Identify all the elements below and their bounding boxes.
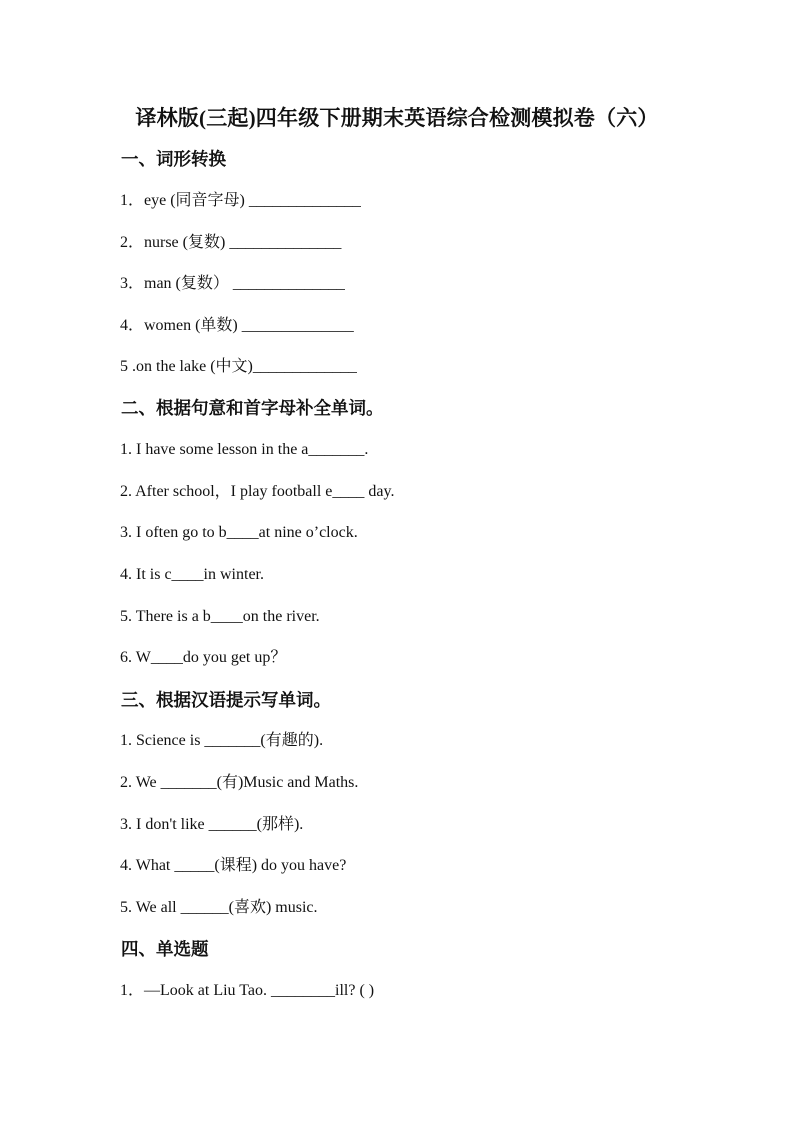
- section-heading-2: 二、根据句意和首字母补全单词。: [121, 398, 384, 418]
- section-heading-3: 三、根据汉语提示写单词。: [121, 690, 331, 710]
- question-item: 6. W____do you get up？: [120, 649, 287, 666]
- question-item: 1．eye (同音字母) ______________: [120, 192, 361, 209]
- question-item: 1．—Look at Liu Tao. ________ill? ( ): [120, 982, 375, 999]
- page-title: 译林版(三起)四年级下册期末英语综合检测模拟卷（六）: [135, 106, 659, 130]
- question-item: 2. After school，I play football e____ day.: [120, 483, 395, 500]
- section-heading-4: 四、单选题: [121, 939, 209, 959]
- question-item: 5. We all ______(喜欢) music.: [120, 899, 318, 916]
- question-item: 5 .on the lake (中文)_____________: [120, 358, 357, 375]
- question-item: 3．man (复数） ______________: [120, 275, 345, 292]
- question-item: 2. We _______(有)Music and Maths.: [120, 774, 359, 791]
- section-heading-1: 一、词形转换: [121, 149, 226, 169]
- question-item: 3. I don't like ______(那样).: [120, 816, 304, 833]
- question-item: 1. Science is _______(有趣的).: [120, 732, 324, 749]
- question-item: 2．nurse (复数) ______________: [120, 234, 342, 251]
- question-item: 3. I often go to b____at nine o’clock.: [120, 524, 358, 541]
- question-item: 4．women (单数) ______________: [120, 317, 354, 334]
- question-item: 4. It is c____in winter.: [120, 566, 264, 583]
- question-item: 4. What _____(课程) do you have?: [120, 857, 347, 874]
- question-item: 5. There is a b____on the river.: [120, 608, 320, 625]
- question-item: 1. I have some lesson in the a_______.: [120, 441, 369, 458]
